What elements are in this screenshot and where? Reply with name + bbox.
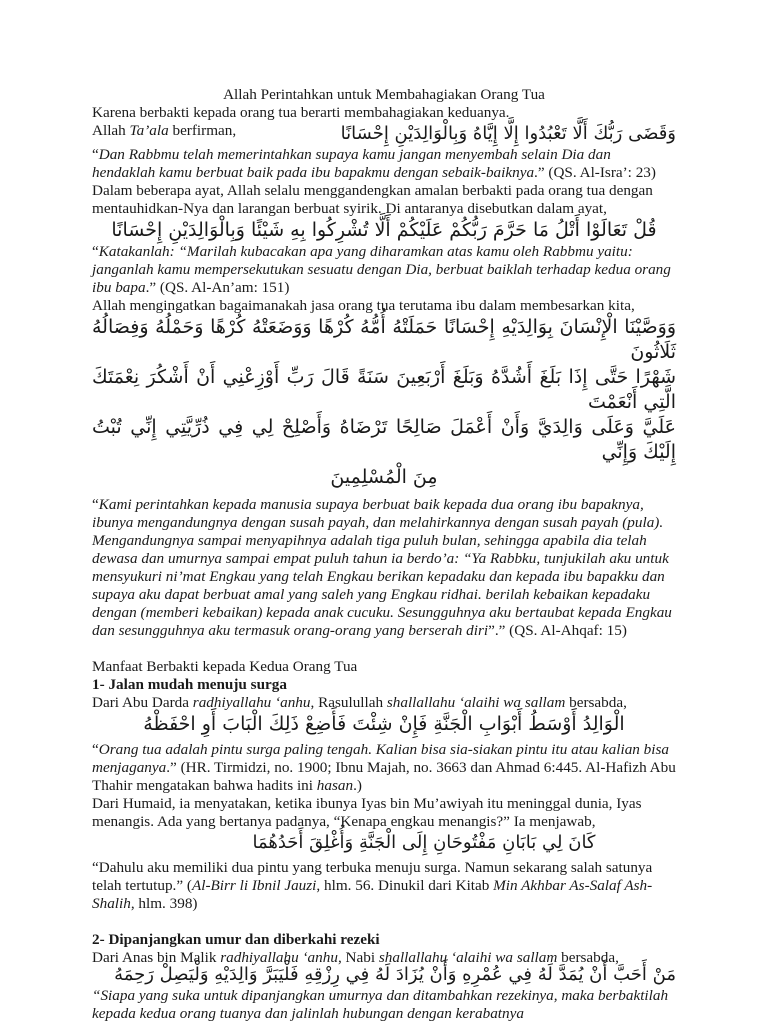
- verse-ahqaf-line: وَوَصَّيْنَا الْإِنْسَانَ بِوَالِدَيْهِ إِحْسَانًا حَمَلَتْهُ أُمُّهُ كُرْهًا وَوَضَعَتْهُ كُرْهًا وَحَمْلُهُ وَفِصَالُهُ ثَلَاثُونَ: [92, 316, 676, 363]
- verse-ahqaf-reference: ”.” (QS. Al-Ahqaf: 15): [488, 622, 627, 639]
- verse-anam-translation: [92, 243, 676, 297]
- intro-berfirman-text: berfirman,: [168, 122, 237, 139]
- open-quote: “: [92, 496, 99, 513]
- heading-umur-rezeki: 2- Dipanjangkan umur dan diberkahi rezeki: [92, 931, 380, 948]
- text-italic: shallallahu ‘alaihi wa sallam: [378, 949, 558, 966]
- verse-isra-reference: .” (QS. Al-Isra’: 23): [534, 164, 656, 181]
- paragraph-jasa-ibu: Allah mengingatkan bagaimanakah jasa orang tua terutama ibu dalam membesarkan kita,: [92, 297, 635, 314]
- open-quote: “: [92, 243, 99, 260]
- verse-anam-reference: .” (QS. Al-An’am: 151): [145, 279, 290, 296]
- abu-darda-intro: [92, 694, 676, 712]
- verse-ahqaf-text: Kami perintahkan kepada manusia supaya berbuat baik kepada dua orang ibu bapaknya, ibunya mengandungnya dengan susah payah, dan melahirkannya dengan susah payah (pula). Mengandungnya sampai menyapihnya adalah tiga puluh bulan, sehingga apabila dia telah dewasa dan umurnya sampai empat puluh tahun ia berdo’a: “Ya Rabbku, tunjukilah aku untuk mensyukuri ni’mat Engkau yang telah Engkau berikan kepadaku dan kepada ibu bapakku dan supaya aku dapat berbuat amal yang saleh yang Engkau ridhai. berilah kebaikan kepadaku dengan (memberi kebaikan) kepada anak cucuku. Sesungguhnya aku bertaubat kepada Engkau dan sesungguhnya aku termasuk orang-orang yang berserah diri: [92, 496, 672, 639]
- spacer: [92, 913, 676, 931]
- verse-isra-translation: [92, 146, 676, 182]
- verse-anam-arabic: قُلْ تَعَالَوْا أَتْلُ مَا حَرَّمَ رَبُّكُمْ عَلَيْكُمْ أَلَّا تُشْرِكُوا بِهِ شَيْئًا وَبِالْوَالِدَيْنِ إِحْسَانًا: [111, 219, 657, 241]
- intro-allah: Allah: [92, 122, 130, 139]
- verse-ahqaf-arabic: [92, 315, 676, 490]
- text: , hlm. 398): [130, 895, 198, 912]
- text: “Dahulu aku memiliki dua pintu yang terbuka menuju surga. Namun sekarang salah satunya telah tertutup.” (: [92, 859, 653, 894]
- verse-anam-text: Katakanlah: “Marilah kubacakan apa yang diharamkan atas kamu oleh Rabbmu yaitu: janganlah kamu mempersekutukan sesuatu dengan Dia, berbuat baiklah terhadap kedua orang ibu bapa: [92, 243, 671, 296]
- document-title: Allah Perintahkan untuk Membahagiakan Orang Tua: [223, 86, 545, 103]
- intro-line: Karena berbakti kepada orang tua berarti membahagiakan keduanya.: [92, 104, 510, 121]
- text-italic: radhiyallahu ‘anhu: [220, 949, 338, 966]
- source-title: Min Akhbar As-Salaf Ash-Shalih: [92, 877, 653, 912]
- hadith-surga-translation: [92, 741, 676, 795]
- verse-ahqaf-line: عَلَيَّ وَعَلَى وَالِدَيَّ وَأَنْ أَعْمَلَ صَالِحًا تَرْضَاهُ وَأَصْلِحْ لِي فِي ذُرِّيَّتِي إِنِّي تُبْتُ إِلَيْكَ وَإِنِّي: [92, 416, 676, 463]
- section-title: Manfaat Berbakti kepada Kedua Orang Tua: [92, 658, 358, 675]
- open-quote: “: [92, 741, 99, 758]
- verse-isra-text: Dan Rabbmu telah memerintahkan supaya kamu jangan menyembah selain Dia dan hendaklah kamu berbuat baik pada ibu bapakmu dengan sebaik-baiknya: [92, 146, 611, 181]
- text: , Nabi: [337, 949, 379, 966]
- open-quote: “: [92, 146, 99, 163]
- spacer: [92, 640, 676, 658]
- hadith-rezeki-text: “Siapa yang suka untuk dipanjangkan umurnya dan ditambahkan rezekinya, maka berbaktilah kepada kedua orang tuanya dan jalinlah hubungan dengan kerabatnya: [92, 987, 669, 1022]
- text: , Rasulullah: [310, 694, 387, 711]
- heading-surga: 1- Jalan mudah menuju surga: [92, 676, 287, 693]
- text: , hlm. 56. Dinukil dari Kitab: [316, 877, 494, 894]
- hadith-rezeki-arabic: مَنْ أَحَبَّ أَنْ يُمَدَّ لَهُ فِي عُمْرِهِ وَأَنْ يُزَادَ لَهُ فِي رِزْقِهِ فَلْيَبَرَّ وَالِدَيْهِ وَلْيَصِلْ رَحِمَهُ: [114, 964, 676, 985]
- hasan-label: hasan: [316, 777, 354, 794]
- verse-ahqaf-translation: [92, 496, 676, 640]
- text: bersabda,: [565, 694, 627, 711]
- humaid-paragraph: Dari Humaid, ia menyatakan, ketika ibunya Iyas bin Mu’awiyah itu meninggal dunia, Iyas menangis. Ada yang bertanya padanya, “Kenapa engkau menangis?” Ia menjawab,: [92, 795, 642, 830]
- text-italic: shallallahu ‘alaihi wa sallam: [386, 694, 566, 711]
- verse-ahqaf-line: مِنَ الْمُسْلِمِينَ: [330, 466, 438, 488]
- intro-taala: Ta’ala: [129, 122, 169, 139]
- text: .): [353, 777, 362, 794]
- hadith-rezeki-translation: [92, 987, 676, 1023]
- text: Dari Abu Darda: [92, 694, 193, 711]
- source-title: Al-Birr li Ibnil Jauzi: [191, 877, 317, 894]
- humaid-translation: [92, 859, 676, 913]
- paragraph-tauhid: Dalam beberapa ayat, Allah selalu menggandengkan amalan berbakti pada orang tua dengan mentauhidkan-Nya dan larangan berbuat syirik. Di antaranya disebutkan dalam ayat,: [92, 182, 653, 217]
- hadith-surga-reference: .” (HR. Tirmidzi, no. 1900; Ibnu Majah, no. 3663 dan Ahmad 6:445. Al-Hafizh Abu Thahir mengatakan bahwa hadits ini: [92, 759, 676, 794]
- humaid-arabic: كَانَ لِي بَابَانِ مَفْتُوحَانِ إِلَى الْجَنَّةِ وَأُغْلِقَ أَحَدُهُمَا: [252, 832, 596, 853]
- text: Dari Anas bin Malik: [92, 949, 221, 966]
- text-italic: radhiyallahu ‘anhu: [192, 694, 311, 711]
- text: bersabda,: [557, 949, 619, 966]
- hadith-surga-text: Orang tua adalah pintu surga paling tengah. Kalian bisa sia-siakan pintu itu atau kalian bisa menjaganya: [92, 741, 670, 776]
- verse-ahqaf-line: شَهْرًا حَتَّى إِذَا بَلَغَ أَشُدَّهُ وَبَلَغَ أَرْبَعِينَ سَنَةً قَالَ رَبِّ أَوْزِعْنِي أَنْ أَشْكُرَ نِعْمَتَكَ الَّتِي أَنْعَمْتَ: [92, 366, 676, 413]
- hadith-surga-arabic: الْوَالِدُ أَوْسَطُ أَبْوَابِ الْجَنَّةِ فَإِنْ شِئْتَ فَأَضِعْ ذَلِكَ الْبَابَ أَوِ احْفَظْهُ: [143, 713, 625, 735]
- verse-isra-arabic: وَقَضَى رَبُّكَ أَلَّا تَعْبُدُوا إِلَّا إِيَّاهُ وَبِالْوَالِدَيْنِ إِحْسَانًا: [340, 123, 676, 144]
